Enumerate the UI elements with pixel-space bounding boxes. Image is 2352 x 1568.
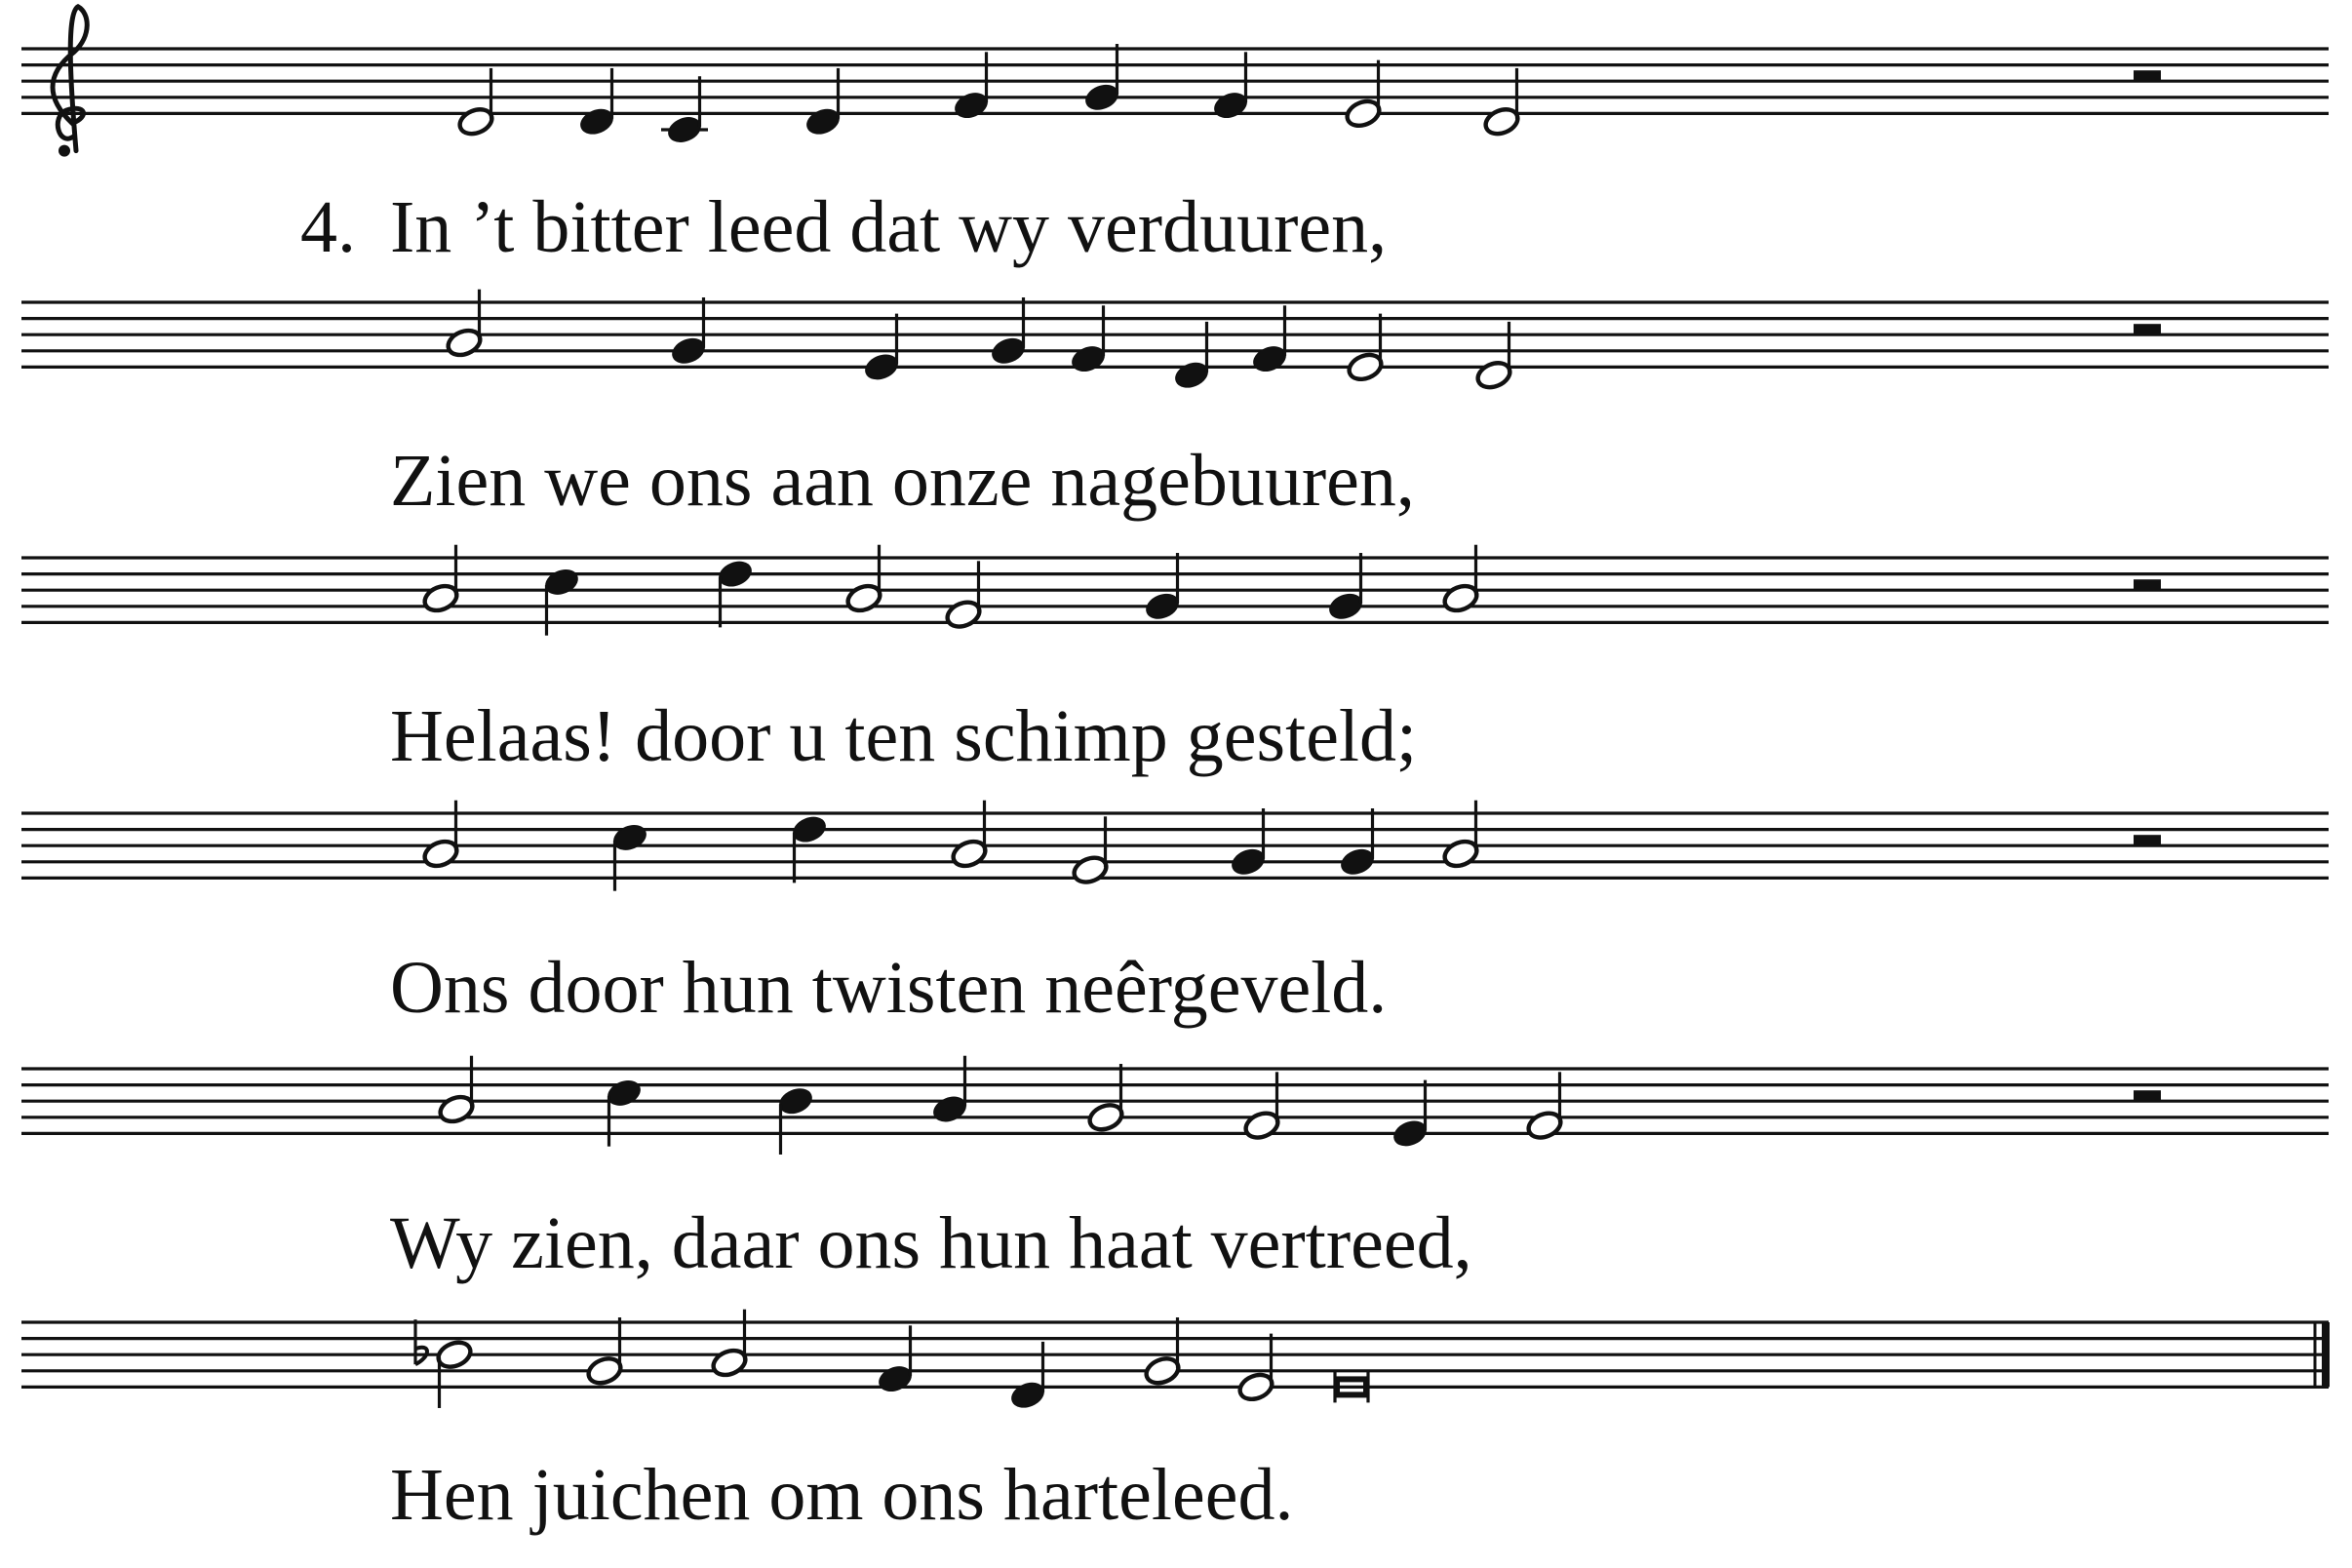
staff [21, 302, 2329, 367]
note [421, 801, 460, 871]
lyric-line: Wy zien, daar ons hun haat vertreed, [390, 1202, 1472, 1284]
note [710, 1310, 749, 1380]
note [1229, 808, 1268, 879]
staff-system [21, 545, 2329, 777]
note [952, 52, 991, 122]
note [1474, 322, 1513, 392]
staff [21, 813, 2329, 878]
note [437, 1056, 476, 1126]
half-rest-icon [2134, 579, 2161, 590]
note [577, 68, 616, 138]
note [876, 1325, 915, 1395]
staff [21, 49, 2329, 113]
note [1069, 305, 1108, 375]
lyric-line: Zien we ons aan onze nagebuuren, [390, 440, 1415, 522]
lyric-line: Helaas! door u ten schimp gesteld; [390, 695, 1418, 777]
note [950, 801, 989, 871]
staff-system [21, 1310, 2329, 1536]
note [790, 813, 829, 883]
note [421, 545, 460, 615]
note [415, 1319, 474, 1408]
staff [21, 1069, 2329, 1133]
half-rest-icon [2134, 1090, 2161, 1101]
note [1236, 1334, 1275, 1404]
flat-icon [415, 1319, 427, 1364]
note [944, 561, 983, 631]
half-rest-icon [2134, 324, 2161, 334]
verse-number-group [300, 186, 356, 268]
verse-number: 4. [300, 186, 356, 268]
note [716, 558, 755, 628]
note [1346, 314, 1385, 384]
note [1143, 553, 1182, 623]
notes [445, 290, 1513, 392]
note [844, 545, 883, 615]
note [1086, 1064, 1125, 1134]
lyric-line: In ’t bitter leed dat wy verduuren, [390, 186, 1388, 268]
note [1441, 801, 1480, 871]
note [1172, 322, 1211, 392]
note [1082, 44, 1121, 114]
note [456, 68, 495, 138]
note [1338, 808, 1377, 879]
note [1211, 52, 1250, 122]
notes [415, 1310, 1368, 1412]
staff-system [21, 801, 2329, 1029]
note [1143, 1317, 1182, 1388]
note [1242, 1072, 1281, 1142]
note [862, 314, 901, 384]
note [1482, 68, 1521, 138]
note [1008, 1342, 1047, 1412]
note [1250, 305, 1289, 375]
note [585, 1317, 624, 1388]
half-rest-icon [2134, 835, 2161, 845]
note [445, 290, 484, 360]
staff-system [21, 7, 2329, 268]
note [1344, 60, 1383, 131]
lyric-line: Hen juichen om ons harteleed. [390, 1454, 1294, 1536]
note [776, 1084, 815, 1155]
note [1326, 553, 1365, 623]
staff-system [21, 290, 2329, 522]
note [989, 297, 1028, 368]
lyric-line: Ons door hun twisten neêrgeveld. [390, 947, 1388, 1029]
note [542, 566, 581, 636]
notes [437, 1056, 1564, 1155]
note [661, 76, 708, 146]
staff [21, 558, 2329, 622]
half-rest-icon [2134, 70, 2161, 81]
note [1441, 545, 1480, 615]
note [1391, 1080, 1430, 1151]
note [605, 1077, 644, 1147]
note [930, 1056, 969, 1126]
staff-system [21, 1056, 2329, 1284]
note [1071, 816, 1110, 886]
note [669, 297, 708, 368]
notes [456, 44, 1521, 146]
note [804, 68, 843, 138]
note [610, 821, 649, 891]
note [1525, 1072, 1564, 1142]
